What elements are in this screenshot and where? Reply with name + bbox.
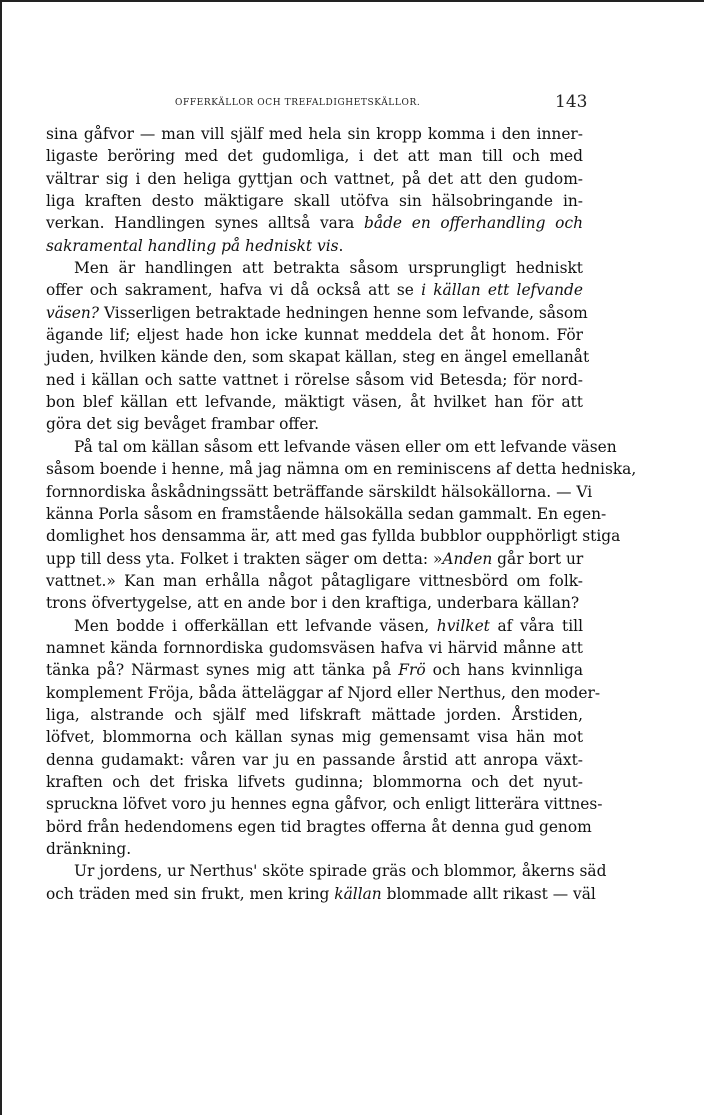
text-line: tänka på? Närmast synes mig att tänka på Frö och hans kvinnliga	[46, 661, 584, 680]
text-line: domlighet hos densamma är, att med gas fyllda bubblor oupphörligt stiga	[46, 527, 621, 546]
text-line: liga, alstrande och själf med lifskraft mättade jorden. Årstiden,	[46, 705, 583, 724]
text-line: ned i källan och satte vattnet i rörelse såsom vid Betesda; för nord-	[46, 370, 583, 389]
page-number: 143	[555, 92, 588, 112]
text-line: namnet kända fornnordiska gudomsväsen hafva vi härvid månne att	[46, 638, 583, 657]
text-line: På tal om källan såsom ett lefvande väsen eller om ett lefvande väsen	[74, 437, 617, 456]
text-line: löfvet, blommorna och källan synas mig gemensamt visa hän mot	[46, 728, 583, 747]
text-line: Men är handlingen att betrakta såsom ursprungligt hedniskt	[74, 259, 583, 278]
text-line: ägande lif; eljest hade hon icke kunnat meddela det åt honom. För	[46, 326, 583, 345]
body-text	[46, 123, 637, 905]
text-line: verkan. Handlingen synes alltså vara både en offerhandling och	[46, 214, 583, 233]
text-line: och träden med sin frukt, men kring källan blommade allt rikast — väl	[46, 884, 596, 903]
emphasis: väsen?	[46, 303, 100, 322]
text-line: vattnet.» Kan man erhålla något påtagligare vittnesbörd om folk-	[46, 571, 583, 590]
running-head: OFFERKÄLLOR OCH TREFALDIGHETSKÄLLOR.	[175, 98, 421, 108]
text-line: känna Porla såsom en framstående hälsokälla sedan gammalt. En egen-	[46, 504, 607, 523]
text-line: börd från hedendomens egen tid bragtes offerna åt denna gud genom	[46, 817, 592, 836]
text-line: fornnordiska åskådningssätt beträffande särskildt hälsokällorna. — Vi	[46, 482, 593, 501]
page-top-edge	[0, 0, 704, 2]
text-line: sakramental handling på hedniskt vis.	[46, 236, 344, 255]
emphasis: Frö	[398, 661, 426, 680]
text-line: offer och sakrament, hafva vi då också att se i källan ett lefvande	[46, 281, 583, 300]
emphasis: Anden	[442, 549, 493, 568]
text-line: denna gudamakt: våren var ju en passande årstid att anropa växt-	[46, 750, 583, 769]
emphasis: källan	[334, 884, 382, 903]
emphasis: hvilket	[436, 616, 490, 635]
text-line: Men bodde i offerkällan ett lefvande väsen, hvilket af våra till	[74, 616, 584, 635]
text-line: dränkning.	[46, 840, 132, 858]
text-line: liga kraften desto mäktigare skall utöfva sin hälsobringande in-	[46, 192, 583, 211]
text-line: vältrar sig i den heliga gyttjan och vattnet, på det att den gudom-	[46, 169, 583, 188]
text-line: bon blef källan ett lefvande, mäktigt väsen, åt hvilket han för att	[46, 393, 583, 412]
emphasis: i källan ett lefvande	[421, 281, 583, 300]
emphasis: sakramental handling på hedniskt vis	[46, 236, 339, 255]
page-left-edge	[0, 0, 2, 1115]
text-line: upp till dess yta. Folket i trakten säger om detta: »Anden går bort ur	[46, 549, 584, 568]
text-line: göra det sig bevåget frambar offer.	[46, 415, 319, 434]
text-line: ligaste beröring med det gudomliga, i det att man till och med	[46, 147, 583, 166]
emphasis: både en offerhandling och	[364, 214, 583, 233]
text-line: juden, hvilken kände den, som skapat källan, steg en ängel emellanåt	[46, 348, 590, 367]
text-line: trons öfvertygelse, att en ande bor i den kraftiga, underbara källan?	[46, 594, 580, 613]
text-line: sina gåfvor — man vill själf med hela sin kropp komma i den inner-	[46, 125, 583, 143]
text-line: spruckna löfvet voro ju hennes egna gåfvor, och enligt litterära vittnes-	[46, 795, 603, 814]
text-line: kraften och det friska lifvets gudinna; blommorna och det nyut-	[46, 772, 583, 791]
text-line: väsen? Visserligen betraktade hedningen henne som lefvande, såsom	[46, 303, 588, 322]
text-line: såsom boende i henne, må jag nämna om en reminiscens af detta hedniska,	[46, 460, 637, 479]
text-line: komplement Fröja, båda ätteläggar af Njord eller Nerthus, den moder-	[46, 683, 601, 702]
text-line: Ur jordens, ur Nerthus' sköte spirade gräs och blommor, åkerns säd	[74, 862, 607, 881]
